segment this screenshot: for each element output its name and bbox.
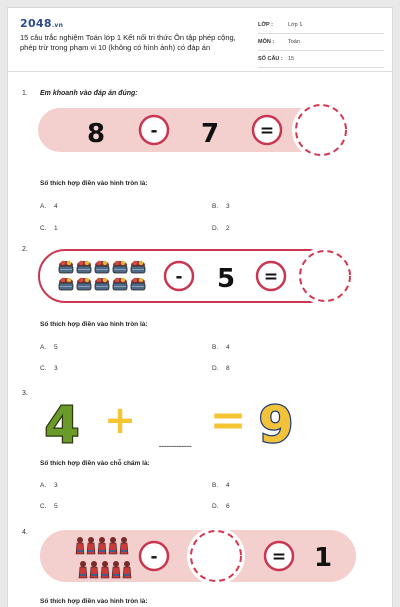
child-figure-icon [76, 537, 84, 554]
fruit-basket-icon [59, 261, 73, 273]
question-instruction: Em khoanh vào đáp án đúng: [40, 90, 138, 97]
option-value: 1 [54, 225, 58, 232]
option-label: A. [40, 344, 47, 351]
q2-number: 5 [216, 264, 236, 294]
option-value: 8 [226, 365, 230, 372]
figure-pill [38, 108, 328, 152]
document-title: 15 câu trắc nghiệm Toán lớp 1 Kết nối tri thức Ôn tập phép cộng, phép trừ trong phạm vi 10 (không có hình ảnh) có đáp án [20, 33, 236, 52]
question-3-number: 3. [22, 390, 28, 397]
meta-key: MÔN : [258, 39, 275, 45]
q2-operator: - [175, 267, 183, 287]
child-figure-icon [123, 561, 131, 578]
child-figure-icon [109, 537, 117, 554]
meta-key: LỚP : [258, 22, 273, 28]
question-4-prompt: Số thích hợp điền vào hình tròn là: [40, 598, 148, 605]
fruit-basket-icon [95, 261, 109, 273]
option-value: 3 [54, 482, 58, 489]
question-3-figure [38, 388, 358, 453]
logo-suffix: .vn [51, 22, 64, 29]
option-d[interactable] [212, 225, 230, 232]
meta-row-count [258, 51, 384, 68]
q4-operator: - [150, 547, 158, 567]
question-2-figure [38, 246, 358, 308]
meta-row-class [258, 17, 384, 34]
fruit-basket-icon [131, 278, 145, 290]
option-label: C. [40, 225, 47, 232]
q4-result: 1 [313, 543, 333, 573]
q3-blank-line: ------------- [158, 441, 192, 451]
child-figure-icon [98, 537, 106, 554]
child-figure-icon [112, 561, 120, 578]
option-value: 4 [226, 344, 230, 351]
option-label: D. [212, 365, 219, 372]
option-b[interactable] [212, 482, 230, 489]
answer-circle[interactable] [296, 105, 346, 155]
fruit-basket-icon [77, 278, 91, 290]
fruit-basket-icon [59, 278, 73, 290]
option-label: D. [212, 225, 219, 232]
q1-left-number: 8 [86, 119, 106, 149]
meta-table [258, 17, 384, 68]
option-value: 3 [54, 365, 58, 372]
worksheet-header [8, 8, 392, 72]
option-label: D. [212, 503, 219, 510]
option-value: 4 [226, 482, 230, 489]
option-label: B. [212, 344, 219, 351]
fruit-basket-icon [77, 261, 91, 273]
option-c[interactable] [40, 503, 58, 510]
option-label: A. [40, 203, 47, 210]
option-value: 5 [54, 503, 58, 510]
question-4-figure [38, 524, 368, 590]
option-a[interactable] [40, 344, 58, 351]
q3-big-nine: 9 [258, 396, 294, 454]
q3-big-four: 4 [44, 396, 80, 454]
answer-circle[interactable] [300, 251, 350, 301]
child-figure-icon [101, 561, 109, 578]
option-value: 3 [226, 203, 230, 210]
fruit-basket-icon [113, 278, 127, 290]
meta-row-subject [258, 34, 384, 51]
option-value: 6 [226, 503, 230, 510]
q2-equals: = [263, 267, 279, 287]
option-label: B. [212, 482, 219, 489]
meta-key: SỐ CÂU : [258, 56, 283, 62]
option-label: B. [212, 203, 219, 210]
question-3-prompt: Số thích hợp điền vào chỗ chấm là: [40, 460, 150, 467]
worksheet-page [7, 7, 393, 607]
option-value: 4 [54, 203, 58, 210]
q1-operator: - [150, 121, 158, 141]
fruit-basket-icon [95, 278, 109, 290]
q3-equals: = [209, 395, 247, 446]
option-label: C. [40, 503, 47, 510]
option-c[interactable] [40, 365, 58, 372]
meta-value: Lớp 1 [288, 22, 303, 28]
option-a[interactable] [40, 482, 58, 489]
q3-plus: + [104, 398, 136, 442]
meta-value: Toán [288, 39, 300, 45]
option-a[interactable] [40, 203, 58, 210]
option-b[interactable] [212, 203, 230, 210]
option-label: A. [40, 482, 47, 489]
question-4-number: 4. [22, 529, 28, 536]
question-1-prompt: Số thích hợp điền vào hình tròn là: [40, 180, 148, 187]
fruit-basket-icon [131, 261, 145, 273]
site-logo[interactable] [20, 17, 63, 30]
logo-text: 2048 [20, 17, 52, 30]
option-d[interactable] [212, 365, 230, 372]
option-b[interactable] [212, 344, 230, 351]
q1-equals: = [259, 121, 275, 141]
fruit-basket-icon [113, 261, 127, 273]
option-value: 5 [54, 344, 58, 351]
question-2-number: 2. [22, 246, 28, 253]
child-figure-icon [79, 561, 87, 578]
q1-right-number: 7 [200, 119, 220, 149]
option-d[interactable] [212, 503, 230, 510]
option-c[interactable] [40, 225, 58, 232]
answer-circle[interactable] [191, 531, 241, 581]
child-figure-icon [120, 537, 128, 554]
child-figure-icon [87, 537, 95, 554]
question-1-figure [38, 106, 358, 158]
option-value: 2 [226, 225, 230, 232]
option-label: C. [40, 365, 47, 372]
meta-value: 15 [288, 56, 295, 62]
question-2-prompt: Số thích hợp điền vào hình tròn là: [40, 321, 148, 328]
question-1-number: 1. [22, 90, 28, 97]
q4-equals: = [271, 547, 287, 567]
child-figure-icon [90, 561, 98, 578]
